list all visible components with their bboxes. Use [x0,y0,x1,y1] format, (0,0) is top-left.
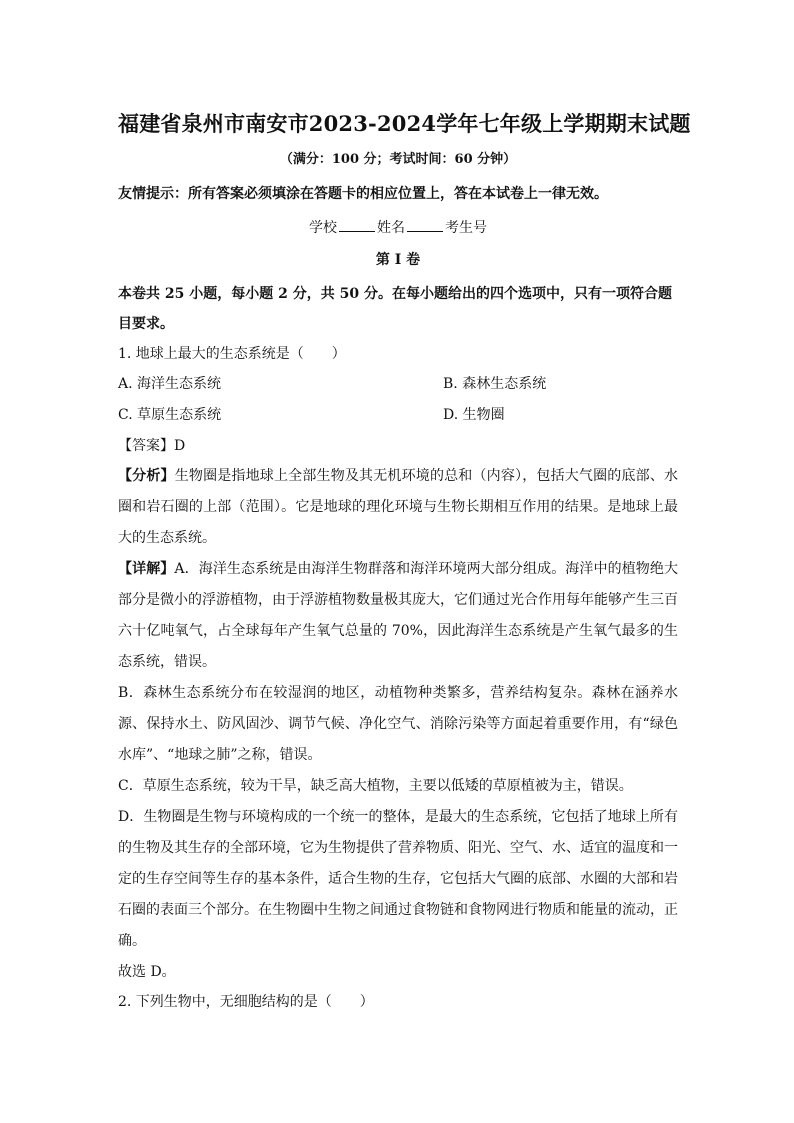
answer-line [118,431,678,461]
name-label: 姓名 [377,220,405,236]
analysis-text: 生物圈是指地球上全部生物及其无机环境的总和（内容），包括大气圈的底部、水圈和岩石圈的上部（范围）。它是地球的理化环境与生物长期相互作用的结果。是地球上最大的生态系统。 [118,468,678,546]
student-info-fields [118,217,678,237]
question-2-stem: 2. 下列生物中，无细胞结构的是（ ） [118,994,374,1010]
exam-page [118,96,691,1017]
analysis-paragraph [118,461,678,554]
option-b: B. 森林生态系统 [443,376,547,392]
section-title: 第 I 卷 [375,252,421,268]
name-blank [407,219,443,232]
question-1-options [118,369,678,431]
school-label: 学校 [309,220,337,236]
detail-paragraph-a [118,554,678,678]
section-instructions: 本卷共 25 小题，每小题 2 分，共 50 分。在每小题给出的四个选项中，只有一项符合题目要求。 [118,286,672,332]
detail-paragraph-d: D．生物圈是生物与环境构成的一个统一的整体，是最大的生态系统，它包括了地球上所有的生物及其生存的全部环境，它为生物提供了营养物质、阳光、空气、水、适宜的温度和一定的生存空间等生存的基本条件，适合生物的生存，它包括大气圈的底部、水圈的大部和岩石圈的表面三个部分。在生物圈中生物之间通过食物链和食物网进行物质和能量的流动，正确。 [118,809,678,949]
question-1-stem: 1. 地球上最大的生态系统是（ ） [118,346,346,362]
analysis-tag: 【分析】 [118,468,175,484]
detail-a-text: A．海洋生态系统是由海洋生物群落和海洋环境两大部分组成。海洋中的植物绝大部分是微小的浮游植物，由于浮游植物数量极其庞大，它们通过光合作用每年能够产生三百六十亿吨氧气，占全球每年产生氧气总量的 70%，因此海洋生态系统是产生氧气最多的生态系统，错误。 [118,561,679,670]
option-a: A. 海洋生态系统 [118,376,222,392]
detail-tag: 【详解】 [118,561,175,577]
exam-no-label: 考生号 [445,220,487,236]
answer-value: D [174,438,186,454]
friendly-notice: 友情提示：所有答案必须填涂在答题卡的相应位置上，答在本试卷上一律无效。 [118,186,608,202]
conclusion: 故选 D。 [118,964,176,980]
answer-tag: 【答案】 [118,438,174,454]
exam-subtitle: （满分：100 分；考试时间：60 分钟） [279,152,517,167]
option-c: C. 草原生态系统 [118,407,222,423]
detail-paragraph-c: C．草原生态系统，较为干旱，缺乏高大植物，主要以低矮的草原植被为主，错误。 [118,778,633,794]
school-blank [339,219,375,232]
exam-title: 福建省泉州市南安市2023-2024学年七年级上学期期末试题 [118,111,691,136]
option-d: D. 生物圈 [443,407,505,423]
detail-paragraph-b: B．森林生态系统分布在较湿润的地区，动植物种类繁多，营养结构复杂。森林在涵养水源、保持水土、防风固沙、调节气候、净化空气、消除污染等方面起着重要作用，有“绿色水库”、“地球之肺”之称，错误。 [118,685,678,763]
